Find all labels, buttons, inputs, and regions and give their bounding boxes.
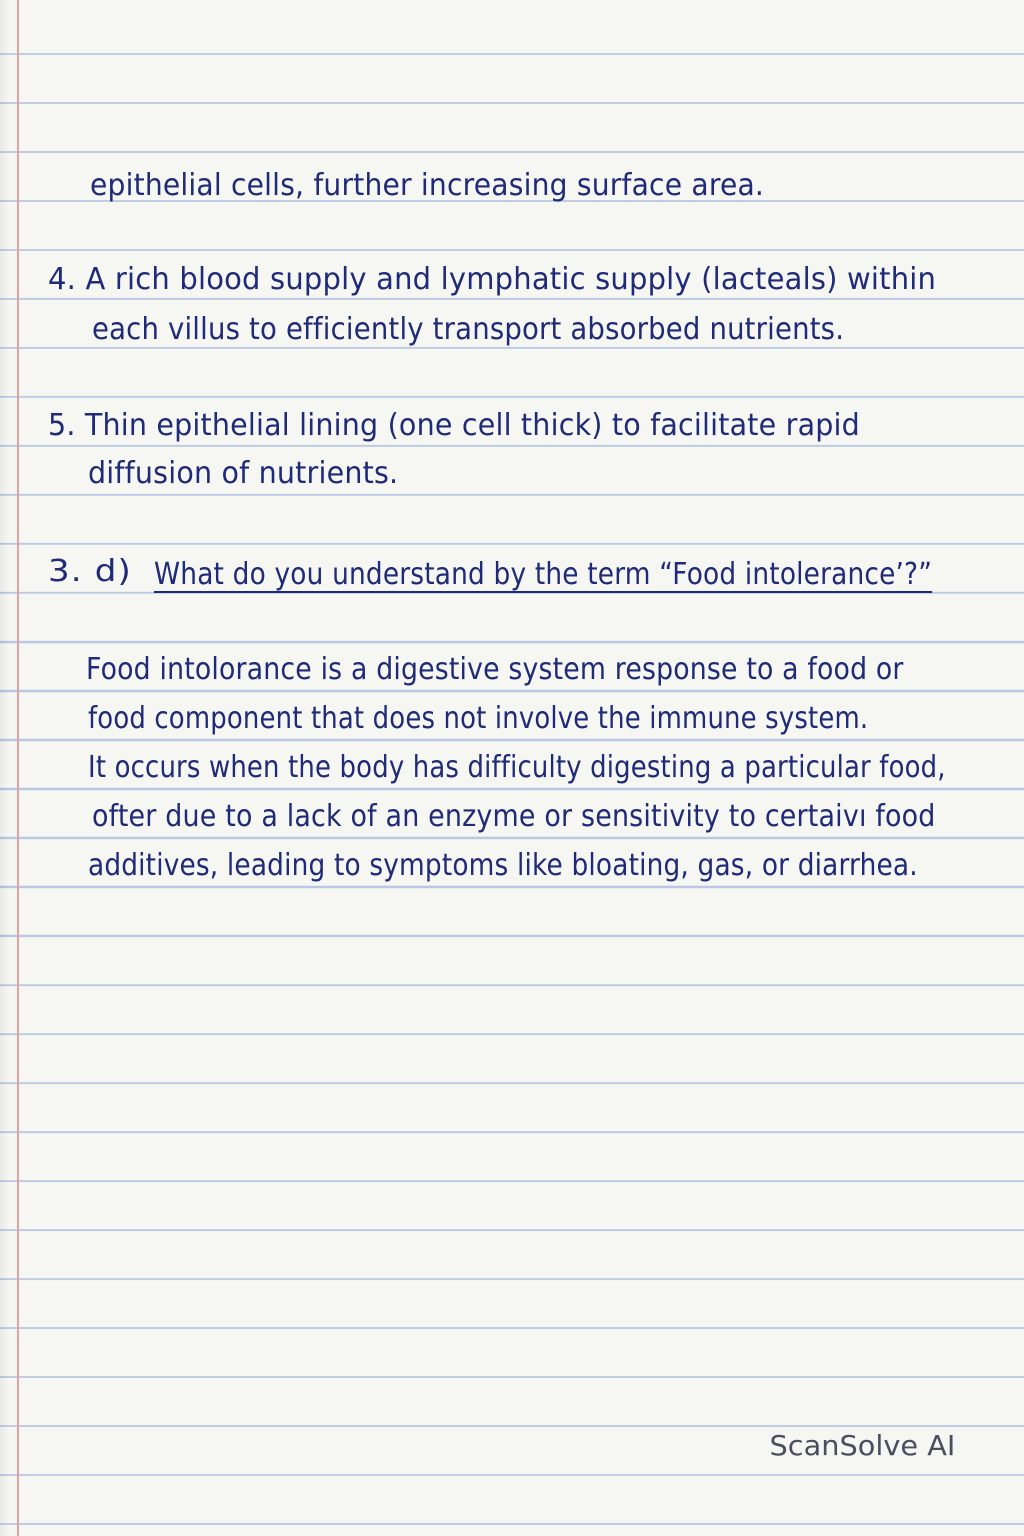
answer-line-5: additives, leading to symptoms like bloating, gas, or diarrhea.	[88, 848, 918, 883]
handwritten-point-5-cont: diffusion of nutrients.	[88, 456, 399, 491]
question-label: 3. d)	[48, 554, 132, 589]
handwritten-point-4: 4. A rich blood supply and lymphatic supply (lacteals) within	[48, 262, 937, 297]
watermark: ScanSolve AI	[769, 1429, 956, 1462]
answer-line-3: It occurs when the body has difficulty digesting a particular food,	[88, 750, 946, 785]
handwritten-line-1: epithelial cells, further increasing surface area.	[90, 168, 765, 203]
answer-line-4: ofter due to a lack of an enzyme or sensitivity to certaivı food	[92, 799, 936, 834]
margin-line	[17, 0, 19, 1536]
question-text: What do you understand by the term “Food intolerance’?”	[154, 557, 933, 592]
handwritten-point-4-cont: each villus to efficiently transport absorbed nutrients.	[92, 312, 845, 347]
answer-line-1: Food intolorance is a digestive system response to a food or	[86, 652, 904, 687]
answer-line-2: food component that does not involve the immune system.	[88, 701, 869, 736]
handwritten-point-5: 5. Thin epithelial lining (one cell thick) to facilitate rapid	[48, 408, 860, 443]
